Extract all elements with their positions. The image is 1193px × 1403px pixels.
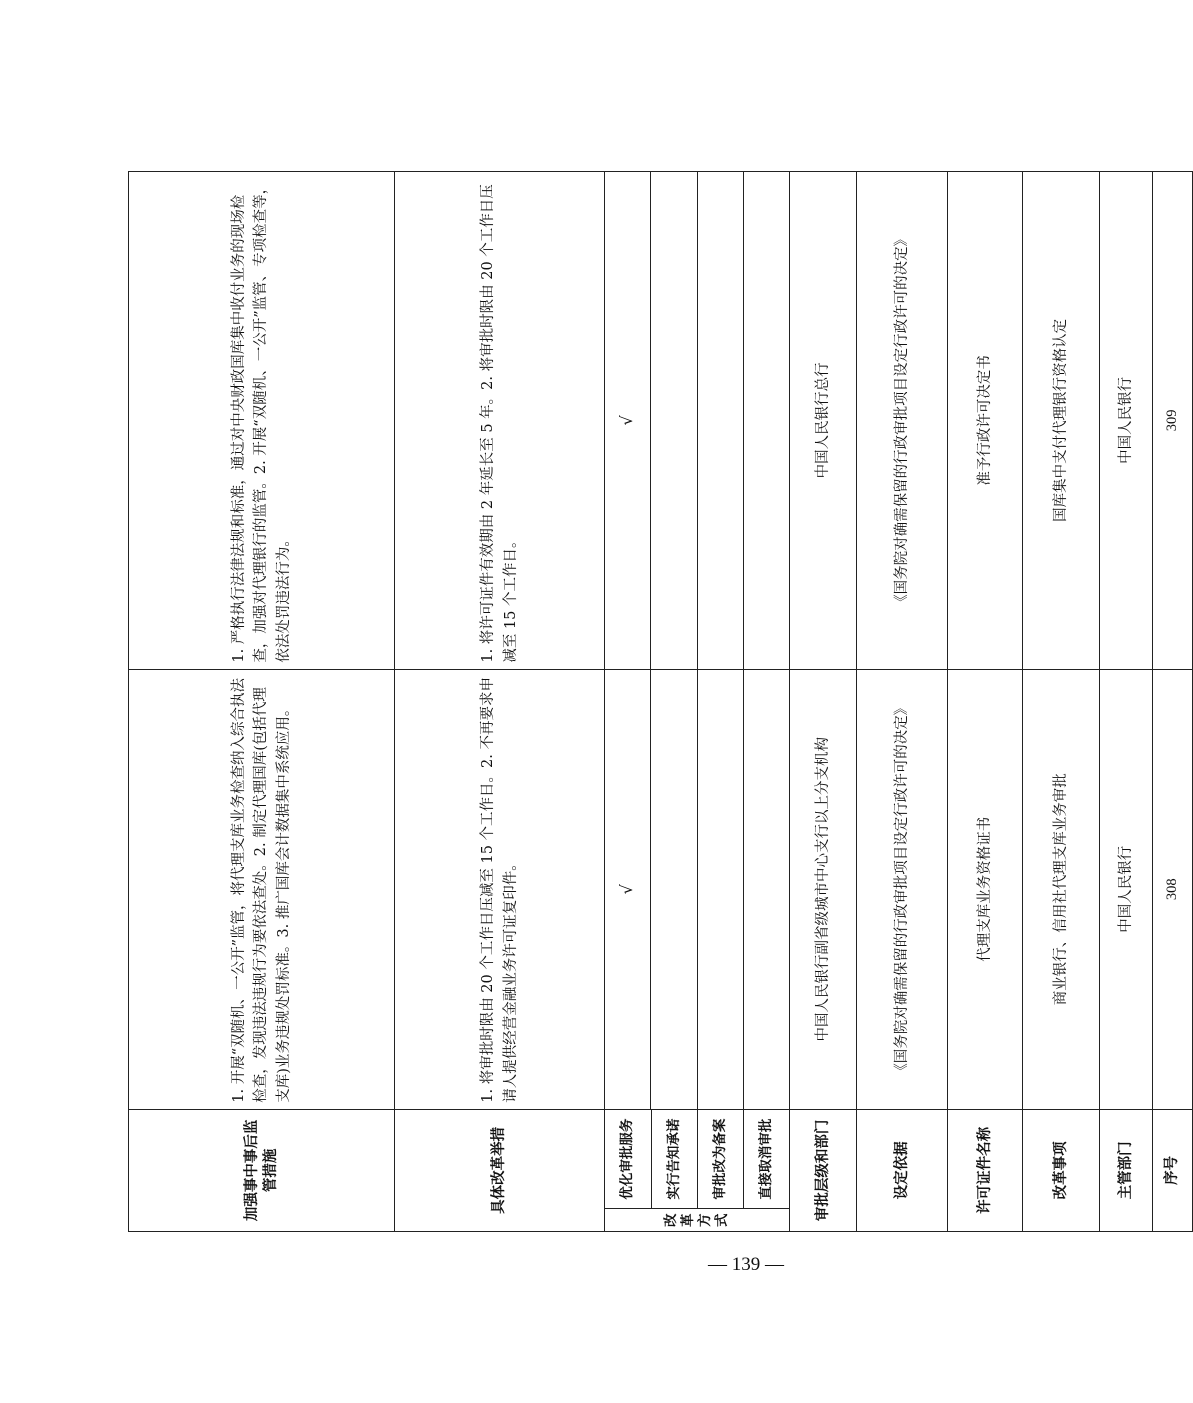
seq-309: 309 [1153, 172, 1193, 670]
header-dept: 主管部门 [1100, 1109, 1153, 1231]
item-309: 国库集中支付代理银行资格认定 [1052, 318, 1069, 522]
reform-mode-group [605, 1109, 790, 1231]
page-number: — 139 — [708, 1254, 784, 1275]
row-measures [395, 172, 605, 1232]
header-mode-filing: 审批改为备案 [697, 1110, 743, 1209]
header-mode-optimize: 优化审批服务 [605, 1110, 651, 1209]
header-measures: 具体改革举措 [395, 1109, 605, 1231]
row-mode-filing [697, 172, 743, 1232]
reform-table [128, 171, 1193, 1232]
row-mode-notify [651, 172, 697, 1232]
mode-cancel-309 [743, 172, 789, 670]
header-reform-mode: 改革方式 [605, 1209, 789, 1231]
mode-notify-308 [651, 669, 697, 1109]
level-308: 中国人民银行副省级城市中心支行以上分支机构 [814, 736, 831, 1042]
row-basis [857, 172, 948, 1232]
header-item: 改革事项 [1023, 1109, 1100, 1231]
header-basis: 设定依据 [857, 1109, 948, 1231]
row-mode-cancel [743, 172, 789, 1232]
basis-309: 《国务院对确需保留的行政审批项目设定行政许可的决定》 [893, 231, 910, 609]
seq-308: 308 [1153, 669, 1193, 1109]
row-dept [1100, 172, 1153, 1232]
dept-309: 中国人民银行 [1117, 376, 1134, 464]
basis-308: 《国务院对确需保留的行政审批项目设定行政许可的决定》 [893, 700, 910, 1078]
item-308: 商业银行、信用社代理支库业务审批 [1052, 773, 1069, 1006]
header-seq: 序号 [1153, 1109, 1193, 1231]
level-309: 中国人民银行总行 [814, 362, 831, 479]
supervision-309: 1. 严格执行法律法规和标准，通过对中央财政国库集中收付业务的现场检查，加强对代理银行的监管。2. 开展“双随机、一公开”监管、专项检查等，依法处罚违法行为。 [129, 172, 395, 670]
row-mode-optimize [605, 172, 651, 1232]
header-mode-notify: 实行告知承诺 [651, 1110, 697, 1209]
header-level: 审批层级和部门 [790, 1109, 857, 1231]
header-mode-cancel: 直接取消审批 [743, 1110, 789, 1209]
dept-308: 中国人民银行 [1117, 845, 1134, 933]
license-308: 代理支库业务资格证书 [976, 816, 993, 962]
row-level [790, 172, 857, 1232]
row-license [948, 172, 1023, 1232]
measures-308: 1. 将审批时限由 20 个工作日压减至 15 个工作日。2. 不再要求申请人提供经营金融业务许可证复印件。 [395, 669, 605, 1109]
row-supervision [129, 172, 395, 1232]
mode-optimize-308: √ [605, 669, 651, 1109]
row-item [1023, 172, 1100, 1232]
supervision-308: 1. 开展“双随机、一公开”监管，将代理支库业务检查纳入综合执法检查，发现违法违规行为要依法查处。2. 制定代理国库(包括代理支库)业务违规处罚标准。3. 推广国库会计数据集中系统应用。 [129, 669, 395, 1109]
mode-filing-308 [697, 669, 743, 1109]
header-supervision: 加强事中事后监管措施 [129, 1109, 395, 1231]
mode-filing-309 [697, 172, 743, 670]
header-license: 许可证件名称 [948, 1109, 1023, 1231]
measures-309: 1. 将许可证件有效期由 2 年延长至 5 年。2. 将审批时限由 20 个工作日压减至 15 个工作日。 [395, 172, 605, 670]
row-seq [1153, 172, 1193, 1232]
license-309: 准予行政许可决定书 [976, 355, 993, 486]
rotated-table-wrapper [128, 171, 1181, 1232]
mode-optimize-309: √ [605, 172, 651, 670]
mode-cancel-308 [743, 669, 789, 1109]
mode-notify-309 [651, 172, 697, 670]
